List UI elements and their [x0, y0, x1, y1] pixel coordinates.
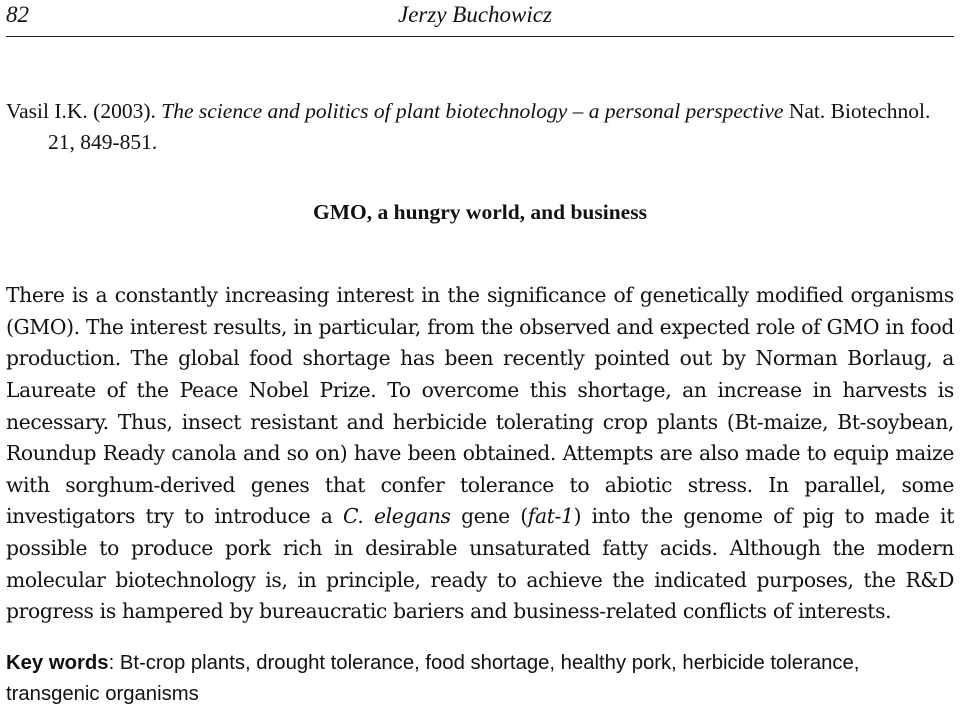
running-head-author: Jerzy Buchowicz	[398, 2, 552, 27]
paper-page	[6, 0, 954, 706]
header-rule	[6, 36, 954, 37]
abstract-paragraph	[6, 280, 954, 628]
running-head	[6, 0, 954, 32]
reference-journal: Nat. Biotechnol. 21, 849-851.	[48, 98, 931, 154]
keywords-line	[6, 648, 954, 710]
abstract-organism: C. elegans	[342, 504, 451, 529]
abstract-text-3: ) into the genome of pig to made it possible to produce pork rich in desirable unsaturated fatty acids. Although the modern molecular biotechnology is, in principle, ready to achieve the indicated purposes, the R&D progress is hampered by bureaucratic bariers and business-related conflicts of interests.	[6, 504, 954, 624]
reference-entry	[6, 96, 954, 158]
abstract-text-1: There is a constantly increasing interest in the significance of genetically modified organisms (GMO). The interest results, in particular, from the observed and expected role of GMO in food production. The global food shortage has been recently pointed out by Norman Borlaug, a Laureate of the Peace Nobel Prize. To overcome this shortage, an increase in harvests is necessary. Thus, insect resistant and herbicide tolerating crop plants (Bt-maize, Bt-soybean, Roundup Ready canola and so on) have been obtained. Attempts are also made to equip maize with sorghum-derived genes that confer tolerance to abiotic stress. In parallel, some investigators try to introduce a	[6, 283, 954, 529]
reference-title: The science and politics of plant biotechnology – a personal perspective	[161, 98, 784, 123]
keywords-text: Bt-crop plants, drought tolerance, food shortage, healthy pork, herbicide tolerance, transgenic organisms	[6, 652, 860, 706]
abstract-gene: fat-1	[527, 504, 574, 529]
keywords-label: Key words	[6, 652, 109, 675]
keywords-separator: :	[108, 652, 120, 675]
reference-authors: Vasil I.K. (2003).	[6, 98, 162, 123]
section-title: GMO, a hungry world, and business	[313, 200, 647, 224]
page-number: 82	[6, 2, 29, 27]
abstract-text-2: gene (	[450, 504, 528, 529]
